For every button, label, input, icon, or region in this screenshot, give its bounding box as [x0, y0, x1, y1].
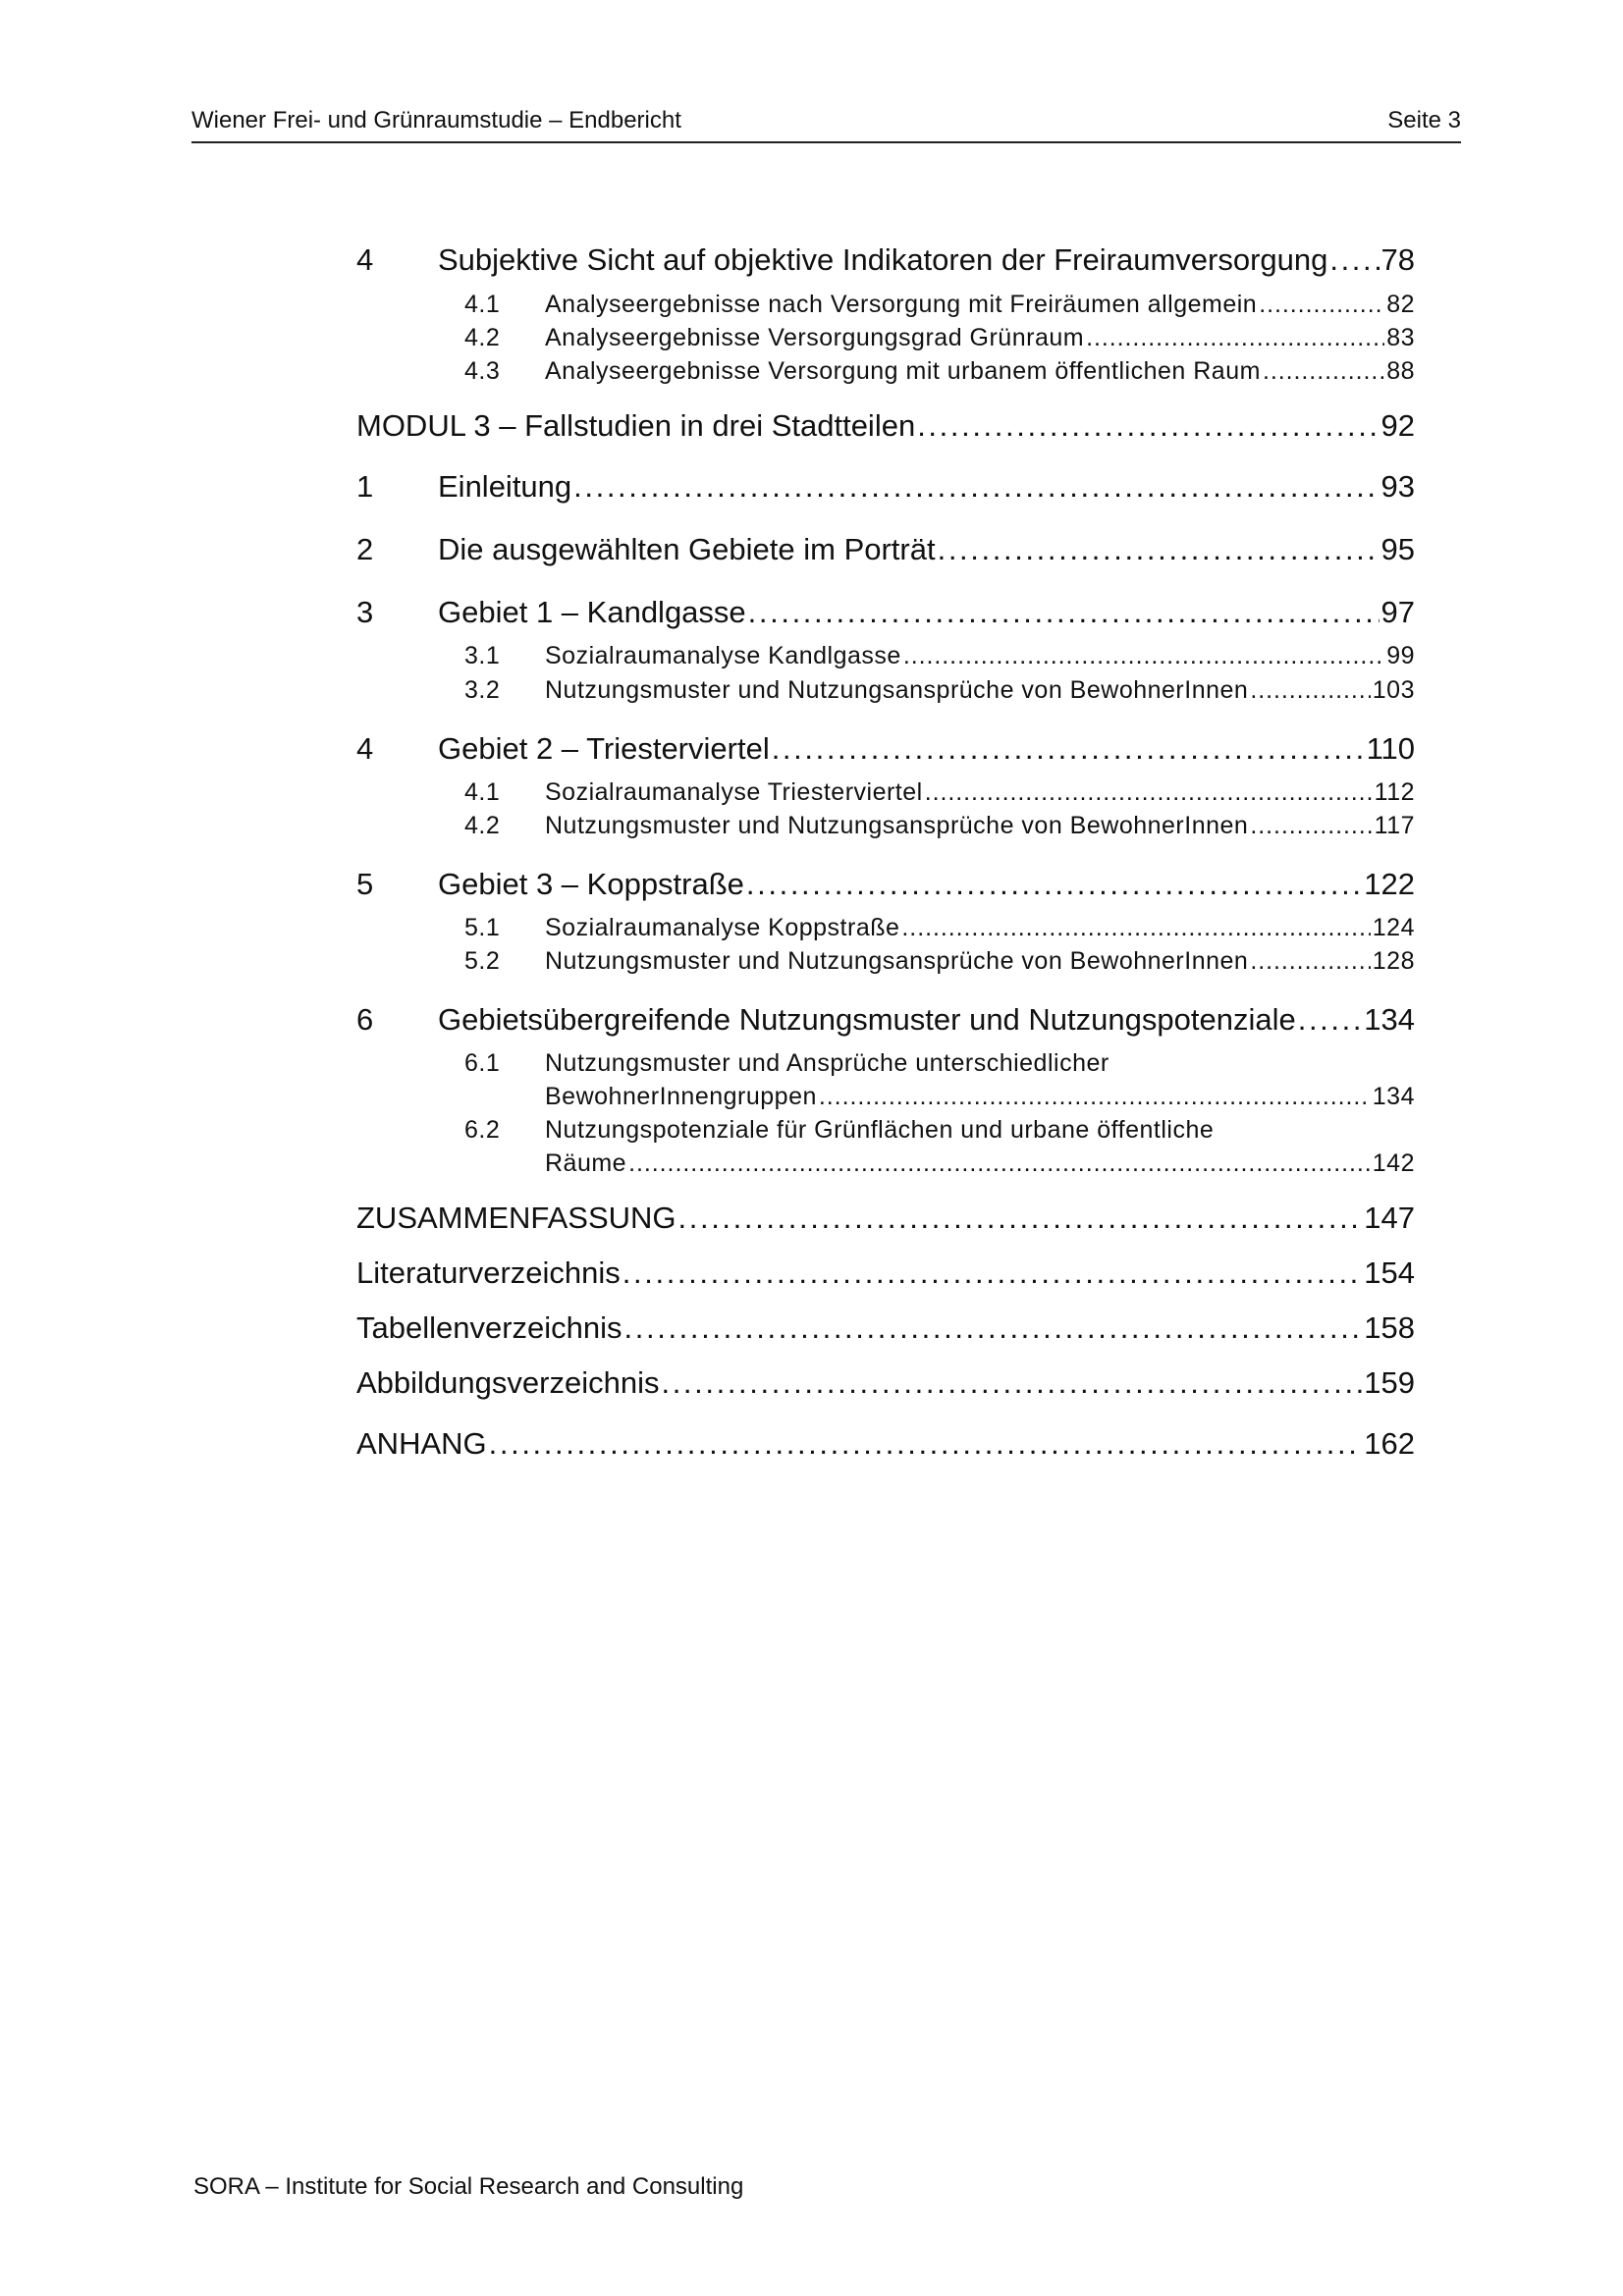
- toc-entry-page: 99: [1386, 642, 1415, 669]
- dot-leader: [1329, 241, 1379, 279]
- toc-entry-number: 6.1: [464, 1049, 501, 1077]
- page-number: Seite 3: [1387, 107, 1461, 133]
- dot-leader: [661, 1364, 1362, 1402]
- toc-entry-page: 159: [1364, 1365, 1415, 1400]
- toc-entry-page: 124: [1372, 914, 1415, 941]
- toc-entry[interactable]: [356, 730, 1415, 768]
- toc-entry-page: 88: [1386, 357, 1415, 385]
- toc-entry-page: 117: [1374, 812, 1415, 839]
- toc-entry[interactable]: [356, 321, 1415, 354]
- toc-entry-page: 110: [1366, 731, 1415, 766]
- toc-entry-title: Gebiet 2 – Triesterviertel: [438, 731, 770, 766]
- toc-entry-title-line1: Nutzungsmuster und Ansprüche unterschiedlicher: [545, 1049, 1109, 1077]
- toc-entry-page: 134: [1364, 1002, 1415, 1037]
- toc-entry-title: MODUL 3 – Fallstudien in drei Stadtteilen: [356, 408, 916, 443]
- toc-entry-number: 5.2: [464, 947, 501, 975]
- toc-entry[interactable]: [356, 354, 1415, 388]
- toc-entry[interactable]: [356, 866, 1415, 903]
- dot-leader: [573, 468, 1379, 506]
- toc-entry-title: Sozialraumanalyse Kandlgasse: [545, 642, 901, 669]
- toc-entry-title: Subjektive Sicht auf objektive Indikatoren der Freiraumversorgung: [438, 242, 1328, 277]
- toc-entry-page: 147: [1364, 1201, 1415, 1235]
- toc-entry[interactable]: [356, 1001, 1415, 1039]
- document-title: Wiener Frei- und Grünraumstudie – Endbericht: [191, 107, 681, 133]
- toc-entry-page: 134: [1372, 1083, 1415, 1110]
- toc-entry-title: Nutzungsmuster und Nutzungsansprüche von BewohnerInnen: [545, 676, 1249, 704]
- toc-entry-number: 4: [356, 731, 374, 766]
- toc-entry-number: 6.2: [464, 1116, 501, 1144]
- toc-entry-number: 4.1: [464, 291, 501, 318]
- page-header: [191, 104, 1461, 143]
- toc-entry-number: 1: [356, 469, 374, 504]
- toc-entry[interactable]: [356, 1200, 1415, 1237]
- toc-entry-page: 93: [1380, 469, 1415, 504]
- toc-entry-number: 3: [356, 595, 374, 629]
- toc-entry-title-line2: BewohnerInnengruppen: [545, 1083, 817, 1110]
- toc-entry-title: Gebiet 1 – Kandlgasse: [438, 595, 746, 629]
- toc-entry[interactable]: [356, 911, 1415, 944]
- toc-entry[interactable]: [356, 1255, 1415, 1292]
- toc-entry-page: 95: [1380, 532, 1415, 566]
- toc-entry-number: 4.1: [464, 778, 501, 806]
- dot-leader: [1250, 809, 1372, 842]
- toc-entry[interactable]: [356, 809, 1415, 842]
- toc-entry-page: 154: [1364, 1255, 1415, 1290]
- dot-leader: [819, 1080, 1371, 1113]
- toc-entry[interactable]: [356, 775, 1415, 809]
- toc-entry[interactable]: [356, 288, 1415, 321]
- toc-entry-number: 5: [356, 867, 374, 901]
- toc-entry-number: 2: [356, 532, 374, 566]
- toc-entry-page: 78: [1380, 242, 1415, 277]
- toc-entry-title: Analyseergebnisse Versorgungsgrad Grünraum: [545, 324, 1085, 351]
- toc-entry[interactable]: [356, 1309, 1415, 1347]
- toc-entry-number: 4.2: [464, 324, 501, 351]
- dot-leader: [678, 1200, 1363, 1237]
- toc-entry[interactable]: [356, 241, 1415, 279]
- toc-entry-title: ANHANG: [356, 1426, 487, 1461]
- toc-entry[interactable]: [356, 468, 1415, 506]
- dot-leader: [925, 775, 1373, 809]
- toc-entry-number: 4: [356, 242, 374, 277]
- toc-entry-title-line1: Nutzungspotenziale für Grünflächen und urbane öffentliche: [545, 1116, 1215, 1144]
- toc-entry-title-line2: Räume: [545, 1149, 627, 1177]
- toc-entry-title: Einleitung: [438, 469, 572, 504]
- dot-leader: [1263, 354, 1384, 388]
- dot-leader: [901, 911, 1370, 944]
- dot-leader: [1250, 673, 1370, 707]
- toc-entry-title: Analyseergebnisse Versorgung mit urbanem öffentlichen Raum: [545, 357, 1261, 385]
- toc-entry-title: ZUSAMMENFASSUNG: [356, 1201, 676, 1235]
- dot-leader: [1298, 1001, 1363, 1039]
- toc-entry-page: 92: [1380, 408, 1415, 443]
- toc-entry-number: 6: [356, 1002, 374, 1037]
- toc-entry[interactable]: [356, 407, 1415, 445]
- toc-entry[interactable]: [356, 673, 1415, 707]
- dot-leader: [1259, 288, 1384, 321]
- toc-entry-page: 83: [1386, 324, 1415, 351]
- dot-leader: [628, 1147, 1371, 1180]
- toc-entry-page: 122: [1364, 867, 1415, 901]
- toc-entry-title: Gebiet 3 – Koppstraße: [438, 867, 744, 901]
- toc-entry[interactable]: [356, 1364, 1415, 1402]
- dot-leader: [917, 407, 1379, 445]
- dot-leader: [622, 1255, 1362, 1292]
- toc-entry[interactable]: [356, 531, 1415, 568]
- toc-entry-page: 82: [1386, 291, 1415, 318]
- toc-entry-number: 3.1: [464, 642, 501, 669]
- toc-entry-title: Abbildungsverzeichnis: [356, 1365, 660, 1400]
- toc-entry-page: 162: [1364, 1426, 1415, 1461]
- toc-entry-title: Nutzungsmuster und Nutzungsansprüche von BewohnerInnen: [545, 947, 1249, 975]
- dot-leader: [624, 1309, 1363, 1347]
- toc-entry-number: 3.2: [464, 676, 501, 704]
- toc-entry-page: 142: [1372, 1149, 1415, 1177]
- page-footer: SORA – Institute for Social Research and Consulting: [193, 2173, 744, 2200]
- toc-entry-number: 4.2: [464, 812, 501, 839]
- dot-leader: [748, 594, 1380, 631]
- toc-entry[interactable]: [356, 1425, 1415, 1463]
- toc-entry-page: 103: [1372, 676, 1415, 704]
- toc-entry[interactable]: [356, 639, 1415, 672]
- toc-entry-number: 4.3: [464, 357, 501, 385]
- dot-leader: [938, 531, 1380, 568]
- toc-entry-page: 112: [1374, 778, 1415, 806]
- toc-entry-title: Gebietsübergreifende Nutzungsmuster und Nutzungspotenziale: [438, 1002, 1296, 1037]
- toc-entry-title: Tabellenverzeichnis: [356, 1310, 622, 1345]
- toc-entry[interactable]: [356, 944, 1415, 978]
- toc-entry-title: Analyseergebnisse nach Versorgung mit Freiräumen allgemein: [545, 291, 1258, 318]
- dot-leader: [1250, 944, 1370, 978]
- toc-entry-page: 158: [1364, 1310, 1415, 1345]
- toc-entry-page: 128: [1372, 947, 1415, 975]
- dot-leader: [903, 639, 1384, 672]
- toc-entry-title: Nutzungsmuster und Nutzungsansprüche von BewohnerInnen: [545, 812, 1249, 839]
- toc-entry-number: 5.1: [464, 914, 501, 941]
- toc-entry-title: Sozialraumanalyse Triesterviertel: [545, 778, 923, 806]
- toc-entry-title: Literaturverzeichnis: [356, 1255, 621, 1290]
- toc-entry-title: Die ausgewählten Gebiete im Porträt: [438, 532, 936, 566]
- toc-entry[interactable]: [356, 594, 1415, 631]
- dot-leader: [772, 730, 1365, 768]
- toc-entry-page: 97: [1380, 595, 1415, 629]
- dot-leader: [1086, 321, 1384, 354]
- dot-leader: [489, 1425, 1363, 1463]
- dot-leader: [746, 866, 1362, 903]
- toc-entry-title: Sozialraumanalyse Koppstraße: [545, 914, 900, 941]
